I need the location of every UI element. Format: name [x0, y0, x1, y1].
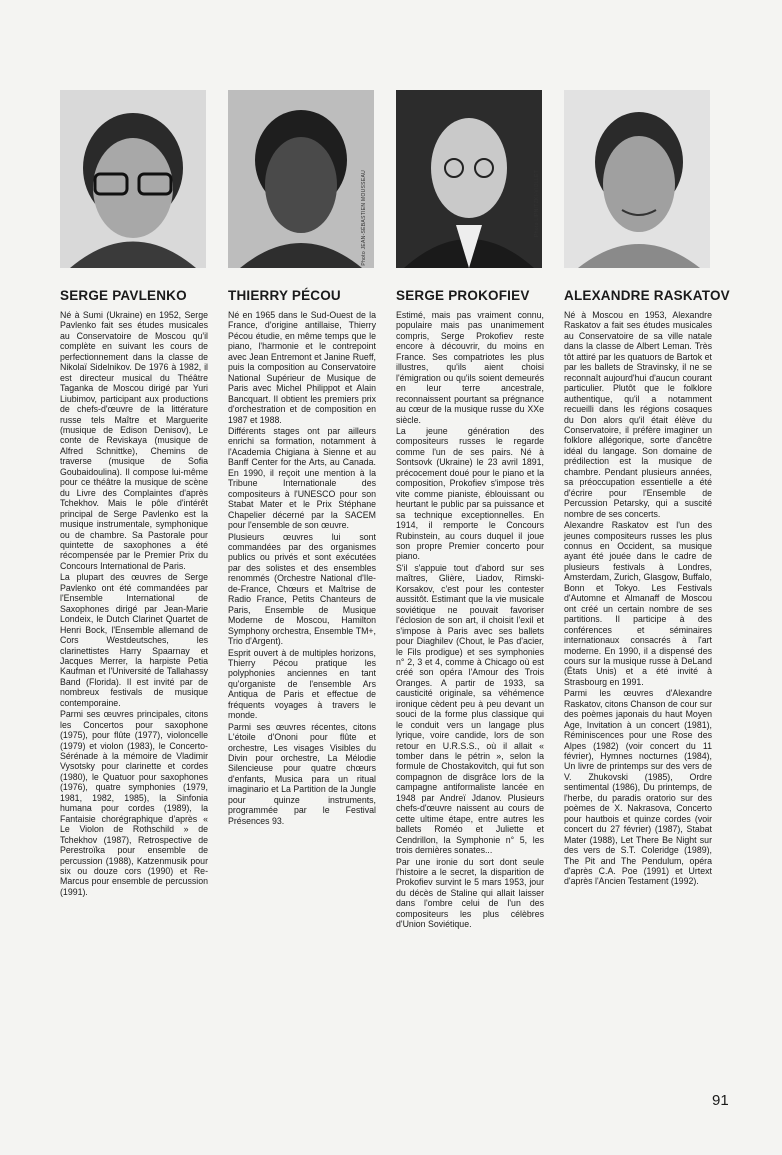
portrait-photo: [228, 90, 374, 268]
bio-paragraph: Parmi les œuvres d'Alexandre Raskatov, citons Chanson de cour sur des poèmes japonais du haut Moyen Age, Invitation à un concert (1981), Réminiscences pour une Rose des Alpes (1982) (voir concert du 11 février), Hymnes nocturnes (1984), Un livre de printemps sur des vers de V. Zhukovski (1985), Ordre sentimental (1986), Du printemps, de l'herbe, du paradis oratorio sur des poèmes de X. Nakrasova, Concerto pour hautbois et quinze cordes (voir concert du 27 février) (1987), Stabat Mater (1988), Let There Be Night sur des vers de S.T. Coleridge (1989), The Pit and The Pendulum, opéra d'après C.A. Poe (1991) et Urtext d'après l'Ancien Testament (1992).: [564, 688, 712, 887]
portrait-smiling-man-icon: [564, 90, 710, 268]
photo-credit: Photo JEAN-SÉBASTIEN MOUSSEAU: [361, 170, 367, 266]
portrait-young-man-icon: [228, 90, 374, 268]
composer-column-pavlenko: [60, 90, 208, 898]
composer-column-prokofiev: [396, 90, 544, 931]
photo-credit: Photo LIPNITZKI-VIOLLET: [534, 170, 540, 237]
bio-paragraph: Par une ironie du sort dont seule l'histoire a le secret, la disparition de Prokofiev survint le 5 mars 1953, jour du décès de Staline qui allait laisser dans l'ombre celui de l'un des compositeurs les plus célèbres d'Union Soviétique.: [396, 856, 544, 930]
bio-paragraph: Plusieurs œuvres lui sont commandées par des organismes publics ou privés et sont exécutées par des solistes et des ensembles renommés (Orchestre National d'Ile-de-France, Chœurs et Maîtrise de Radio France, Petits Chanteurs de Paris, Ensemble de Musique Moderne de Moscou, Hamilton Symphony orchestra, Ensemble TM+, Trio d'Argent).: [228, 531, 376, 647]
composer-name: ALEXANDRE RASKATOV: [564, 288, 730, 303]
composer-column-pecou: [228, 90, 376, 827]
composer-bio: [228, 310, 376, 826]
portrait-photo: [396, 90, 542, 268]
bio-paragraph: Estimé, mais pas vraiment connu, populaire mais pas unanimement compris, Serge Prokofiev reste encore à découvrir, du moins en France. Ses compatriotes les plus illustres, qu'ils aient choisi l'émigration ou qu'ils soient demeurés en leur terre ancestrale, reconnaissent pourtant sa prégnance au cœur de la musique russe du XXe siècle.: [396, 310, 544, 425]
composer-name: SERGE PAVLENKO: [60, 288, 187, 303]
composer-name: SERGE PROKOFIEV: [396, 288, 530, 303]
bio-paragraph: Parmi ses œuvres principales, citons les Concertos pour saxophone (1975), pour flûte (1977), violoncelle (1979) et violon (1983), le Concerto-Sérénade à la mémoire de Vladimir Vysotsky pour clarinette et cordes (1980), le Quatuor pour saxophones (1976), quatre symphonies (1979, 1981, 1982, 1985), la Sinfonia humana pour cordes (1989), la Fantaisie chorégraphique d'après « Le Violon de Rothschild » de Tchekhov (1987), Retrospective de Perestroïka pour ensemble de percussion (1988), Katzenmusik pour six ou douze cors (1990) et Re-Marcus pour ensemble de percussion (1991).: [60, 709, 208, 897]
portrait-photo: [564, 90, 710, 268]
bio-paragraph: Différents stages ont par ailleurs enrichi sa formation, notamment à l'Academia Chigiana à Sienne et au Banff Center for the Arts, au Canada. En 1990, il reçoit une mention à la Tribune Internationale des compositeurs à l'UNESCO pour son Stabat Mater et le Prix Stéphane Chapelier décerné par la SACEM pour l'ensemble de son œuvre.: [228, 425, 376, 531]
composer-name: THIERRY PÉCOU: [228, 288, 341, 303]
composer-bio: [564, 310, 712, 887]
composer-bio: [60, 310, 208, 897]
bio-paragraph: Né en 1965 dans le Sud-Ouest de la France, d'origine antillaise, Thierry Pécou étudie, en même temps que le piano, l'harmonie et le contrepoint avec Jean Entremont et Janine Rueff, puis la composition au Conservatoire National Supérieur de Musique de Paris avec Michel Philippot et Alain Bancquart. Il obtient les premiers prix d'orchestration et de composition en 1987 et 1988.: [228, 310, 376, 425]
bio-paragraph: Né à Sumi (Ukraine) en 1952, Serge Pavlenko fait ses études musicales au Conservatoire de Moscou qu'il complète en suivant les cours de perfectionnement dans la classe de Nikolaï Sidelnikov. De 1976 à 1982, il est directeur musical du Théâtre Taganka de Moscou dirigé par Yuri Liubimov, participant aux productions de chefs-d'œuvre de la littérature russe tels Maître et Marguerite (musique de Edison Denisov), Le conte de Reviskaya (musique de Alfred Schnittke), Chemins de traverse (musique de Sofia Goubaidoulina). Il compose lui-même pour ce théâtre la musique de scène du Livre des Complaintes d'après Tchekhov. Mais le pôle d'intérêt principal de Serge Pavlenko est la musique instrumentale, symphonique ou de chambre. Sa Pastorale pour quintette de saxophones a été récompensée par le Premier Prix du Concours International de Paris.: [60, 310, 208, 571]
bio-paragraph: Alexandre Raskatov est l'un des jeunes compositeurs russes les plus connus en Occident, sa musique ayant été jouée dans le cadre de plusieurs festivals à Londres, Amsterdam, Zurich, Glasgow, Buffalo, Bonn et Tokyo. Les Festivals d'Automne et Almanaff de Moscou ont créé un certain nombre de ses partitions. Il participe à des conférences et séminaires internationaux consacrés à l'art moderne. En 1990, il a dispensé des cours sur la musique russe à DeLand (États Unis) et a été invité à Strasbourg en 1991.: [564, 520, 712, 687]
page-number: 91: [712, 1092, 729, 1109]
bio-paragraph: Esprit ouvert à de multiples horizons, Thierry Pécou pratique les polyphonies anciennes en tant qu'organiste de l'ensemble Ars Antiqua de Paris et effectue de fréquents voyages à travers le monde.: [228, 647, 376, 721]
bio-paragraph: S'il s'appuie tout d'abord sur ses maîtres, Glière, Liadov, Rimski-Korsakov, c'est pour les contester aussitôt. Estimant que la vie musicale soviétique ne pouvait favoriser l'éclosion de son art, il choisit l'exil et s'impose à Paris avec ses ballets pour Diaghilev (Chout, le Pas d'acier, le Fils prodigue) et ses symphonies n° 2, 3 et 4, comme à Chicago où est créé son opéra l'Amour des Trois Oranges. A partir de 1933, sa causticité originale, sa véhémence ironique cèdent peu à peu devant un souci de la forme plus classique qui le conduit vers un langage plus lyrique, voire candide, lors de son retour en U.R.S.S., où il allait « tomber dans le pétrin », selon la formule de Chostakovitch, qui fut son compagnon de disgrâce lors de la campagne antiformaliste lancée en 1948 par Andreï Jdanov. Plusieurs chefs-d'œuvre naissent au cours de cette ultime étape, entre autres les ballets Roméo et Juliette et Cendrillon, la Symphonie n° 5, les trois dernières sonates...: [396, 562, 544, 856]
composer-column-raskatov: [564, 90, 730, 888]
bio-paragraph: Né à Moscou en 1953, Alexandre Raskatov a fait ses études musicales au Conservatoire de sa ville natale dans la classe de Albert Leman. Très tôt attiré par les quatuors de Bartok et par les ballets de Stravinsky, il ne se reconnaît aujourd'hui d'aucun courant particulier. Plutôt que le folklore authentique, qu'il a notamment recueilli dans les régions cosaques du Don alors qu'il était élève du Conservatoire, il préfère imaginer un folklore allégorique, sorte d'ancêtre idéal du langage. Son domaine de prédilection est la musique de chambre. Pendant plusieurs années, sa préoccupation essentielle a été d'écrire pour l'Ensemble de Percussion Petarsky, qui a suscité nombre de ses concerts.: [564, 310, 712, 519]
portrait-man-with-glasses-icon: [60, 90, 206, 268]
composer-bio: [396, 310, 544, 930]
portrait-photo: [60, 90, 206, 268]
bio-paragraph: Parmi ses œuvres récentes, citons L'étoile d'Ononi pour flûte et orchestre, Les visages Visibles du Divin pour orchestre, La Mélodie Silencieuse pour quatre chœurs d'enfants, Musica para un ritual imaginario et La Partition de la Jungle pour quinze instruments, programmée par le Festival Présences 93.: [228, 721, 376, 826]
bio-paragraph: La plupart des œuvres de Serge Pavlenko ont été commandées par l'Ensemble International de Saxophones dirigé par Jean-Marie Londeix, le Dutch Clarinet Quartet de Henri Bock, l'Ensemble allemand de Cors Westdeutsches, les clarinettistes Harry Spaarnay et Jacques Merrer, la harpiste Petia Kaufman et l'Université de Tallahassy Band (Florida). Il est invité par de nombreux festivals de musique contemporaine.: [60, 572, 208, 708]
bio-paragraph: La jeune génération des compositeurs russes le regarde comme l'un de ses pairs. Né à Sontsovk (Ukraine) le 23 avril 1891, précocement doué pour le piano et la composition, Prokofiev s'impose très vite comme pianiste, éblouissant ou heurtant le public par sa puissance et sa technique exceptionnelles. En 1914, il remporte le Concours Rubinstein, au cours duquel il joue son propre Premier concerto pour piano.: [396, 425, 544, 562]
portrait-man-with-round-glasses-icon: [396, 90, 542, 268]
